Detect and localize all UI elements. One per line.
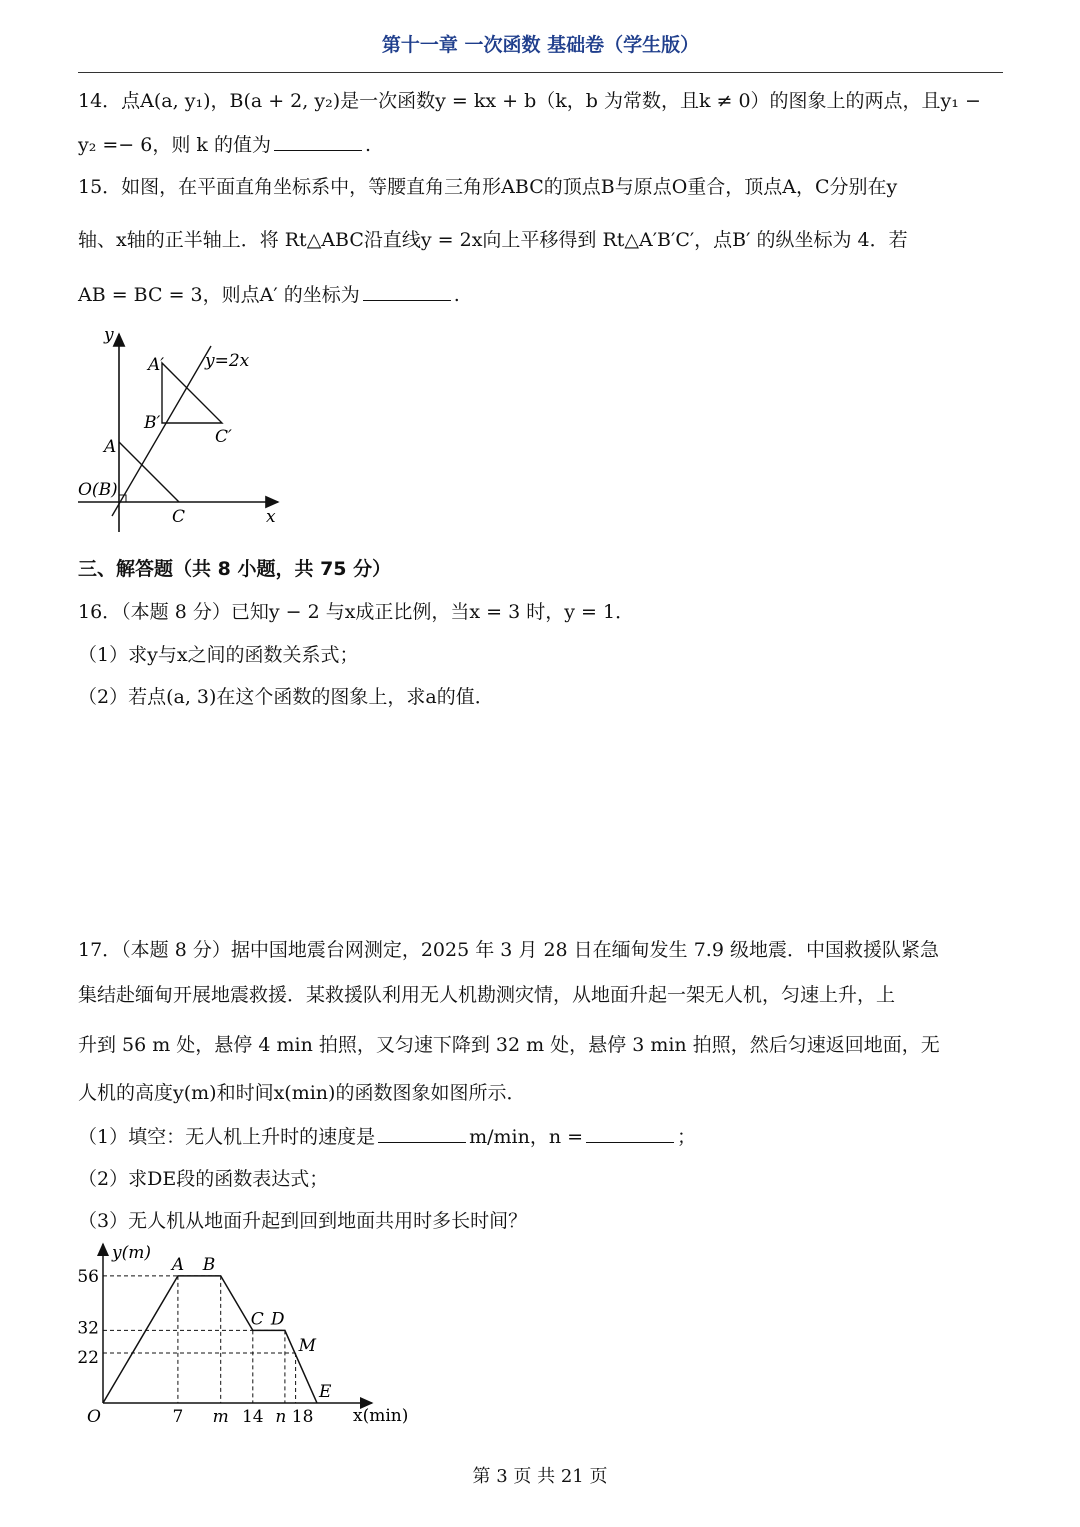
- q16-part2: （2）若点(a, 3)在这个函数的图象上，求a的值．: [78, 686, 494, 708]
- q17-point-M: M: [298, 1336, 317, 1357]
- q16-part1: （1）求y与x之间的函数关系式；: [78, 644, 359, 666]
- q17-xtick-m: m: [212, 1407, 229, 1427]
- q17-point-O: O: [87, 1407, 101, 1427]
- q17-part1-text: （1）填空：无人机上升时的速度是: [78, 1126, 376, 1148]
- q15-figure: [70, 320, 290, 535]
- q17-n-blank[interactable]: [586, 1126, 674, 1143]
- header-divider: [78, 72, 1003, 73]
- q15-label-A: A: [104, 437, 117, 457]
- q14-line2: [78, 130, 371, 157]
- q17-chart: [70, 1240, 420, 1430]
- q17-part1-mid: m/min，n =: [469, 1126, 584, 1148]
- q15-line2: 轴、x轴的正半轴上．将 Rt△ABC沿直线y = 2x向上平移得到 Rt△A′B′C′，点B′ 的纵坐标为 4．若: [78, 229, 908, 251]
- q17-part2: （2）求DE段的函数表达式；: [78, 1168, 329, 1190]
- page-header-title: 第十一章 一次函数 基础卷（学生版）: [381, 34, 700, 56]
- q15-answer-blank[interactable]: [363, 284, 451, 301]
- q17-ylabel: y(m): [112, 1243, 151, 1263]
- q17-line2: 集结赴缅甸开展地震救援．某救援队利用无人机勘测灾情，从地面升起一架无人机，匀速上升，上: [78, 984, 896, 1006]
- q15-label-y: y: [104, 325, 114, 345]
- q16-stem: 16．（本题 8 分）已知y − 2 与x成正比例，当x = 3 时，y = 1．: [78, 601, 635, 623]
- q17-point-D: D: [270, 1309, 285, 1330]
- q17-line3: 升到 56 m 处，悬停 4 min 拍照，又匀速下降到 32 m 处，悬停 3 min 拍照，然后匀速返回地面，无: [78, 1034, 940, 1056]
- q17-ytick-56: 56: [77, 1266, 99, 1287]
- q15-segment-AC: [119, 442, 179, 502]
- q17-speed-blank[interactable]: [378, 1126, 466, 1143]
- q15-line1: 15．如图，在平面直角坐标系中，等腰直角三角形ABC的顶点B与原点O重合，顶点A，C分别在y: [78, 176, 898, 198]
- q17-ytick-32: 32: [77, 1318, 99, 1339]
- q17-point-A: A: [171, 1254, 185, 1275]
- q17-xtick-18: 18: [291, 1407, 314, 1427]
- section-3-title: 三、解答题（共 8 小题，共 75 分）: [78, 558, 392, 580]
- q15-label-line: y=2x: [205, 351, 250, 371]
- q15-label-C: C: [172, 507, 186, 527]
- q17-xtick-7: 7: [172, 1407, 184, 1427]
- q14-line2-text: y₂ =− 6，则 k 的值为: [78, 134, 271, 156]
- q17-part1: [78, 1122, 696, 1149]
- q17-xtick-n: n: [275, 1407, 287, 1427]
- q15-label-OB: O(B): [78, 480, 118, 500]
- q17-line4: 人机的高度y(m)和时间x(min)的函数图象如图所示．: [78, 1082, 526, 1104]
- q15-line3: [78, 280, 460, 307]
- q17-line1: 17．（本题 8 分）据中国地震台网测定，2025 年 3 月 28 日在缅甸发生 7.9 级地震．中国救援队紧急: [78, 939, 939, 961]
- q17-xlabel: x(min): [353, 1406, 409, 1426]
- q17-point-B: B: [202, 1254, 216, 1275]
- page-footer: 第 3 页 共 21 页: [472, 1466, 608, 1487]
- q17-part1-end: ；: [677, 1126, 697, 1148]
- q15-label-Bprime: B′: [144, 413, 161, 433]
- q15-label-x: x: [266, 507, 276, 527]
- q14-line2-end: .: [364, 134, 371, 156]
- q15-line3-end: .: [453, 284, 460, 306]
- q14-line1: 14．点A(a, y₁)，B(a + 2, y₂)是一次函数y = kx + b（k，b 为常数，且k ≠ 0）的图象上的两点，且y₁ −: [78, 90, 981, 112]
- q17-xtick-14: 14: [241, 1407, 264, 1427]
- q15-label-Cprime: C′: [215, 427, 232, 447]
- q17-point-C: C: [250, 1309, 264, 1330]
- q17-point-E: E: [319, 1382, 332, 1402]
- q17-part3: （3）无人机从地面升起到回到地面共用时多长时间？: [78, 1210, 528, 1232]
- q15-line3-text: AB = BC = 3，则点A′ 的坐标为: [78, 284, 360, 306]
- q17-ytick-22: 22: [77, 1348, 99, 1369]
- q14-answer-blank[interactable]: [274, 134, 362, 151]
- q15-label-Aprime: A′: [148, 355, 165, 375]
